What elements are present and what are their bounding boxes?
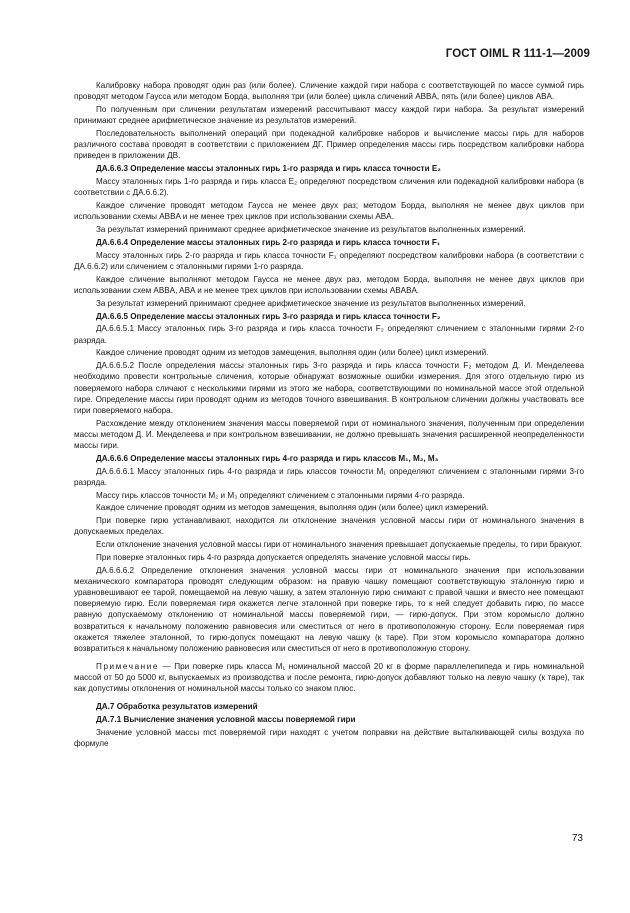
paragraph: Массу эталонных гирь 2-го разряда и гирь класса точности F₁ определяют посредством калибровки набора (в соответствии с ДА.6.6.2) или сличением с эталонными гирями 1-го разряда. (74, 250, 584, 271)
document-body (74, 80, 584, 751)
page-number: 73 (571, 833, 583, 844)
section-heading: ДА.6.6.6 Определение массы эталонных гирь 4-го разряда и гирь классов M₁, M₂, M₃ (96, 453, 439, 463)
paragraph: Массу эталонных гирь 1-го разряда и гирь класса E₂ определяют посредством сличения или подекадной калибровки набора (в соответствии с ДА.6.6.2). (74, 176, 584, 198)
paragraph: За результат измерений принимают среднее арифметическое значение из результатов выполненных измерений. (96, 298, 526, 308)
paragraph: ДА.6.6.5.2 После определения массы эталонных гирь 3-го разряда и гирь класса точности F₂ методом Д. И. Менделеева необходимо провести контрольные сличения, которые обнаружат возможные ошибки измерения. Для этого отдельную гирю из поверяемого набора сличают с несколькими гирями из этого же набора, соответствующими по номинальной массе этой отдельной гире. Определение массы гири проводят одним из методов точного взвешивания. В контрольном сличении должны участвовать все гири поверяемого набора. (74, 361, 584, 415)
paragraph: При поверке гирю устанавливают, находится ли отклонение значения условной массы гири от номинального значения в допускаемых пределах. (74, 516, 584, 537)
paragraph: Массу гирь классов точности M₂ и M₃ определяют сличением с эталонными гирями 4-го разряда. (96, 490, 465, 500)
paragraph: Если отклонение значения условной массы гири от номинального значения превышает допускаемые пределы, то гири бракуют. (96, 540, 582, 550)
note-label: Примечание (96, 661, 160, 671)
paragraph: Последовательность выполнений операций при подекадной калибровке наборов и вычисление массы гирь для наборов различного состава проводят в соответствии с приложением ДГ. Пример определения массы гирь посредством калибровки набора приведен в приложении ДВ. (74, 128, 584, 161)
paragraph: Расхождение между отклонением значения массы поверяемой гири от номинального значения, полученным при определении массы методом Д. И. Менделеева и при контрольном взвешивании, не должно превышать значения расширенной неопределенности массы гири. (74, 418, 584, 450)
paragraph: ДА.6.6.6.1 Массу эталонных гирь 4-го разряда и гирь классов точности M₁ определяют сличением с эталонными гирями 3-го разряда. (74, 466, 584, 487)
note-paragraph (74, 661, 584, 694)
paragraph: По полученным при сличении результатам измерений рассчитывают массу каждой гири набора. За результат измерений принимают среднее арифметическое значение из результатов измерений. (74, 104, 584, 126)
note-text: — При поверке гирь класса M₁ номинальной массой 20 кг в форме параллелепипеда и гирь номинальной массой от 50 до 5000 кг, выпускаемых из производства и после ремонта, гирю-допуск добавляют только на левую чашку (к таре), так как допустимы отклонения от номинальной массы только со знаком плюс. (74, 661, 584, 694)
paragraph: Значение условной массы mct поверяемой гири находят с учетом поправки на действие выталкивающей силы воздуха по формуле (74, 727, 584, 748)
paragraph: За результат измерений принимают среднее арифметическое значение из результатов выполненных измерений. (96, 224, 526, 234)
section-heading: ДА.7 Обработка результатов измерений (96, 702, 258, 712)
paragraph: ДА.6.6.6.2 Определение отклонения значения условной массы гири от номинального значения при использовании механического компаратора проводят следующим образом: на правую чашку помещают соответствующую эталонную гирю и уравновешивают ее тарой, помещаемой на левую чашку, а затем эталонную гирю снимают с правой чашки и вместо нее помещают поверяемую гирю. Если поверяемая гиря окажется легче эталонной при поверке гирь, то к ней следует добавить гирю, по массе равную допускаемому отклонению от номинальной массы поверяемой гири, — гирю-допуск. При этом коромысло должно возвратиться к начальному положению равновесия или сместиться от него в противоположную сторону. Если поверяемая гиря окажется тяжелее эталонной, то гирю-допуск помещают на левую чашку (к таре). При этом коромысло компаратора должно возвратиться к начальному положению равновесия или сместиться от него в противоположную сторону. (74, 566, 584, 653)
paragraph: ДА.6.6.5.1 Массу эталонных гирь 3-го разряда и гирь класса точности F₂ определяют сличением с эталонными гирями 2-го разряда. (74, 324, 584, 345)
paragraph: Каждое сличение проводят одним из методов замещения, выполняя один (или более) цикл измерений. (96, 503, 489, 513)
paragraph: Каждое сличение выполняют методом Гаусса не менее двух раз, методом Борда, выполняя не менее двух циклов при использовании схем ABBA, ABA и не менее трех циклов при использовании схемы ABABA. (74, 274, 584, 295)
section-heading: ДА.7.1 Вычисление значения условной массы поверяемой гири (96, 715, 356, 724)
standard-header: ГОСТ OIML R 111-1—2009 (445, 48, 590, 60)
paragraph: Каждое сличение проводят одним из методов замещения, выполняя один (или более) цикл измерений. (96, 348, 489, 358)
section-heading: ДА.6.6.5 Определение массы эталонных гирь 3-го разряда и гирь класса точности F₂ (96, 311, 441, 321)
section-heading: ДА.6.6.4 Определение массы эталонных гирь 2-го разряда и гирь класса точности F₁ (96, 237, 441, 247)
paragraph: При поверке эталонных гирь 4-го разряда допускается определять значение условной массы гирь. (96, 553, 471, 563)
section-heading: ДА.6.6.3 Определение массы эталонных гирь 1-го разряда и гирь класса точности E₂ (96, 164, 441, 174)
paragraph: Калибровку набора проводят один раз (или более). Сличение каждой гири набора с соответствующей по массе суммой гирь проводят методом Гаусса или методом Борда, выполняя три (или более) цикла сличений ABBA, пять (или более) циклов ABA. (74, 81, 584, 102)
paragraph: Каждое сличение проводят методом Гаусса не менее двух раз; методом Борда, выполняя не менее двух циклов при использовании схемы ABBA и не менее трех циклов при использовании схемы ABA. (74, 200, 584, 222)
